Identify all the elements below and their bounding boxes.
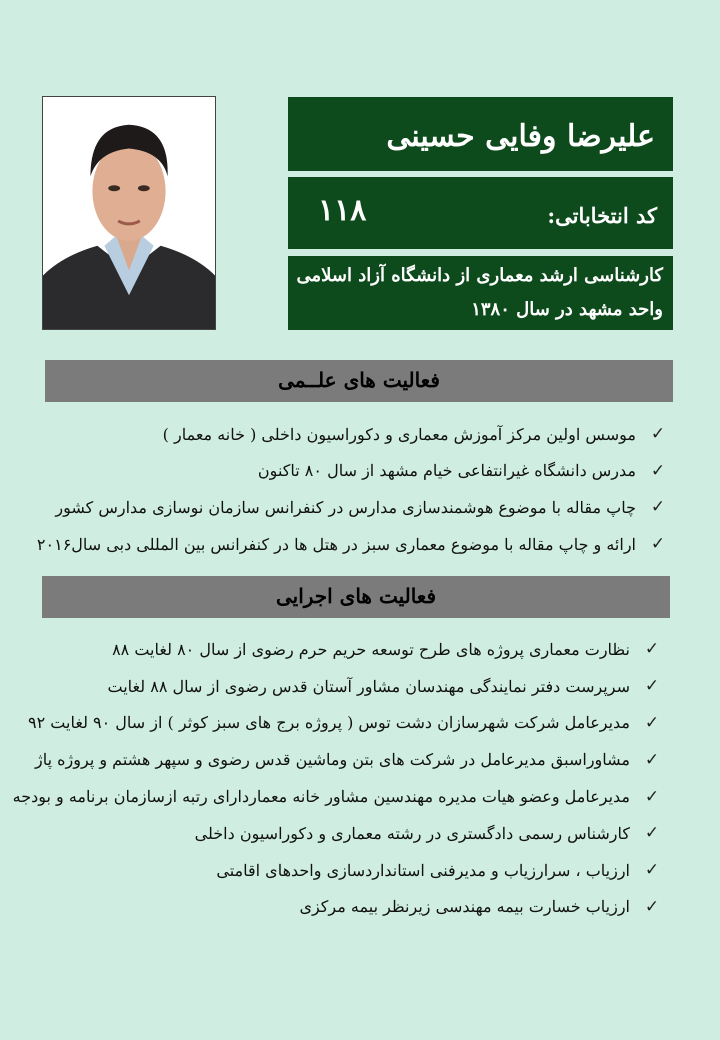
list-item: ✓ مدرس دانشگاه غیرانتفاعی خیام مشهد از سال ۸۰ تاکنون <box>14 453 674 490</box>
check-icon: ✓ <box>650 460 666 481</box>
check-icon: ✓ <box>644 712 660 733</box>
check-icon: ✓ <box>644 749 660 770</box>
list-item: ✓ موسس اولین مرکز آموزش معماری و دکوراسیون داخلی ( خانه معمار ) <box>14 416 674 453</box>
check-icon: ✓ <box>650 424 666 445</box>
check-icon: ✓ <box>644 823 660 844</box>
degree-text: کارشناسی ارشد معماری از دانشگاه آزاد اسلامی واحد مشهد در سال ۱۳۸۰ <box>288 256 673 330</box>
list-item: ✓ ارائه و چاپ مقاله با موضوع معماری سبز در هتل ها در کنفرانس بین المللی دبی سال۲۰۱۶ <box>14 526 674 563</box>
election-code-value: ۱۱۸ <box>318 193 367 228</box>
check-icon: ✓ <box>644 860 660 881</box>
list-item: ✓ ارزیاب ، سرارزیاب و مدیرفنی استانداردسازی واحدهای اقامتی <box>8 852 668 889</box>
check-icon: ✓ <box>650 497 666 518</box>
scientific-activities-list <box>14 416 674 562</box>
election-code-box <box>288 177 673 249</box>
check-icon: ✓ <box>644 896 660 917</box>
list-item: ✓ مدیرعامل وعضو هیات مدیره مهندسین مشاور خانه معماردارای رتبه ازسازمان برنامه و بودجه <box>8 778 668 815</box>
list-item: ✓ مشاوراسبق مدیرعامل در شرکت های بتن وماشین قدس رضوی و سپهر هشتم و پروژه پاژ <box>8 741 668 778</box>
list-item: ✓ کارشناس رسمی دادگستری در رشته معماری و دکوراسیون داخلی <box>8 815 668 852</box>
portrait-photo <box>42 96 216 330</box>
list-item: ✓ سرپرست دفتر نمایندگی مهندسان مشاور آستان قدس رضوی از سال ۸۸ لغایت <box>8 668 668 705</box>
check-icon: ✓ <box>644 786 660 807</box>
candidate-name: علیرضا وفایی حسینی <box>288 97 673 171</box>
scientific-activities-heading: فعالیت های علــمی <box>45 360 673 402</box>
check-icon: ✓ <box>644 676 660 697</box>
list-item: ✓ چاپ مقاله با موضوع هوشمندسازی مدارس در کنفرانس سازمان نوسازی مدارس کشور <box>14 489 674 526</box>
check-icon: ✓ <box>644 639 660 660</box>
executive-activities-heading: فعالیت های اجرایی <box>42 576 670 618</box>
list-item: ✓ مدیرعامل شرکت شهرسازان دشت توس ( پروژه برج های سبز کوثر ) از سال ۹۰ لغایت ۹۲ <box>8 705 668 742</box>
election-code-label: کد انتخاباتی: <box>547 203 657 228</box>
executive-activities-list <box>8 631 668 925</box>
list-item: ✓ ارزیاب خسارت بیمه مهندسی زیرنظر بیمه مرکزی <box>8 889 668 926</box>
check-icon: ✓ <box>650 534 666 555</box>
list-item: ✓ نظارت معماری پروژه های طرح توسعه حریم حرم رضوی از سال ۸۰ لغایت ۸۸ <box>8 631 668 668</box>
